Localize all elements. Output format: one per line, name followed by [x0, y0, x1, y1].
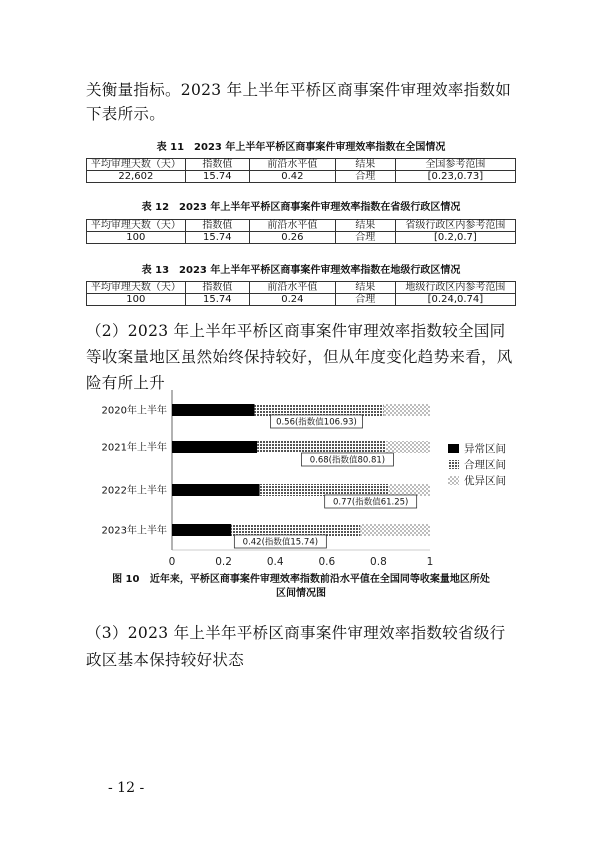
- table-12-caption-text: 2023 年上半年平桥区商事案件审理效率指数在省级行政区情况: [179, 202, 461, 213]
- bar-segment: [172, 524, 231, 536]
- table-cell: [0.23,0.73]: [395, 171, 515, 183]
- section-2-paragraph: （2）2023 年上半年平桥区商事案件审理效率指数较全国同等收案量地区虽然始终保持较好，但从年度变化趋势来看，风险有所上升: [86, 322, 513, 392]
- category-label: 2022年上半年: [101, 485, 167, 497]
- table-cell: 省级行政区内参考范围: [395, 220, 515, 232]
- table-cell: 结果: [335, 159, 395, 171]
- table-header-row: [87, 220, 516, 232]
- legend-swatch: [448, 476, 459, 485]
- chart-legend: [448, 442, 506, 487]
- annotation-label: 0.68(指数值80.81): [309, 455, 386, 466]
- bar-segment: [360, 524, 430, 536]
- table-cell: 100: [87, 294, 186, 306]
- table-cell: 合理: [335, 294, 395, 306]
- table-cell: 合理: [335, 232, 395, 244]
- bar-segment: [231, 524, 360, 536]
- table-cell: 0.26: [250, 232, 336, 244]
- section-3-paragraph: （3）2023 年上半年平桥区商事案件审理效率指数较省级行政区基本保持较好状态: [86, 624, 506, 669]
- table-cell: 15.74: [185, 171, 249, 183]
- table-cell: 平均审理天数（天）: [87, 282, 186, 294]
- bar-segment: [386, 441, 430, 453]
- table-13-caption-text: 2023 年上半年平桥区商事案件审理效率指数在地级行政区情况: [179, 265, 461, 276]
- figure-caption-line-2: 区间情况图: [276, 588, 326, 599]
- x-tick-label: 0.2: [215, 556, 232, 568]
- table-cell: 0.24: [250, 294, 336, 306]
- table-row: [87, 294, 516, 306]
- table-12-caption: [86, 198, 516, 213]
- table-cell: [0.2,0.7]: [395, 232, 515, 244]
- x-tick-label: 0: [168, 556, 176, 568]
- table-11-caption-num: 表 11: [156, 142, 185, 153]
- legend-label: 异常区间: [464, 443, 506, 455]
- table-12-caption-num: 表 12: [141, 202, 170, 213]
- table-header-row: [87, 282, 516, 294]
- bar-segment: [172, 484, 260, 496]
- table-cell: 合理: [335, 171, 395, 183]
- table-cell: 前沿水平值: [250, 159, 336, 171]
- figure-caption-text: 近年来，平桥区商事案件审理效率指数前沿水平值在全国同等收案量地区所处: [149, 574, 490, 585]
- figure-caption-num: 图 10: [112, 574, 140, 585]
- bar-segment: [384, 404, 430, 416]
- table-cell: 22,602: [87, 171, 186, 183]
- figure-caption-line-1: [86, 573, 516, 587]
- category-label: 2023年上半年: [101, 525, 167, 537]
- legend-swatch: [448, 444, 459, 453]
- bar-segment: [257, 441, 386, 453]
- table-header-row: [87, 159, 516, 171]
- annotation-label: 0.77(指数值61.25): [332, 497, 409, 508]
- table-11-caption-text: 2023 年上半年平桥区商事案件审理效率指数在全国情况: [194, 142, 446, 153]
- table-cell: 15.74: [185, 232, 249, 244]
- intro-paragraph: 关衡量指标。2023 年上半年平桥区商事案件审理效率指数如下表所示。: [86, 81, 512, 123]
- bar-segment: [172, 441, 257, 453]
- table-cell: 结果: [335, 282, 395, 294]
- table-cell: 15.74: [185, 294, 249, 306]
- bar-segment: [389, 484, 430, 496]
- category-label: 2021年上半年: [101, 442, 167, 454]
- stacked-bar-chart: [86, 384, 526, 570]
- table-11: [86, 158, 516, 183]
- table-row: [87, 232, 516, 244]
- legend-label: 合理区间: [464, 459, 506, 471]
- category-label: 2020年上半年: [101, 405, 167, 417]
- table-row: [87, 171, 516, 183]
- table-cell: [0.24,0.74]: [395, 294, 515, 306]
- table-13: [86, 281, 516, 306]
- x-tick-label: 0.8: [370, 556, 387, 568]
- table-cell: 指数值: [185, 220, 249, 232]
- bar-segment: [172, 404, 255, 416]
- legend-swatch: [448, 460, 459, 469]
- table-cell: 前沿水平值: [250, 220, 336, 232]
- table-cell: 指数值: [185, 282, 249, 294]
- bar-segment: [260, 484, 389, 496]
- table-13-caption: [86, 261, 516, 276]
- table-cell: 前沿水平值: [250, 282, 336, 294]
- legend-label: 优异区间: [464, 475, 506, 487]
- table-cell: 指数值: [185, 159, 249, 171]
- page-number: - 12 -: [108, 780, 145, 796]
- table-cell: 全国参考范围: [395, 159, 515, 171]
- table-12: [86, 219, 516, 244]
- x-tick-label: 1: [426, 556, 434, 568]
- annotation-label: 0.56(指数值106.93): [276, 417, 357, 428]
- table-cell: 结果: [335, 220, 395, 232]
- table-11-caption: [86, 138, 516, 153]
- table-cell: 0.42: [250, 171, 336, 183]
- figure-10-caption: [86, 573, 516, 601]
- table-cell: 地级行政区内参考范围: [395, 282, 515, 294]
- table-cell: 平均审理天数（天）: [87, 220, 186, 232]
- table-13-caption-num: 表 13: [141, 265, 170, 276]
- annotation-label: 0.42(指数值15.74): [242, 537, 319, 548]
- x-tick-label: 0.6: [318, 556, 336, 568]
- x-tick-label: 0.4: [266, 556, 284, 568]
- bar-segment: [255, 404, 384, 416]
- table-cell: 平均审理天数（天）: [87, 159, 186, 171]
- table-cell: 100: [87, 232, 186, 244]
